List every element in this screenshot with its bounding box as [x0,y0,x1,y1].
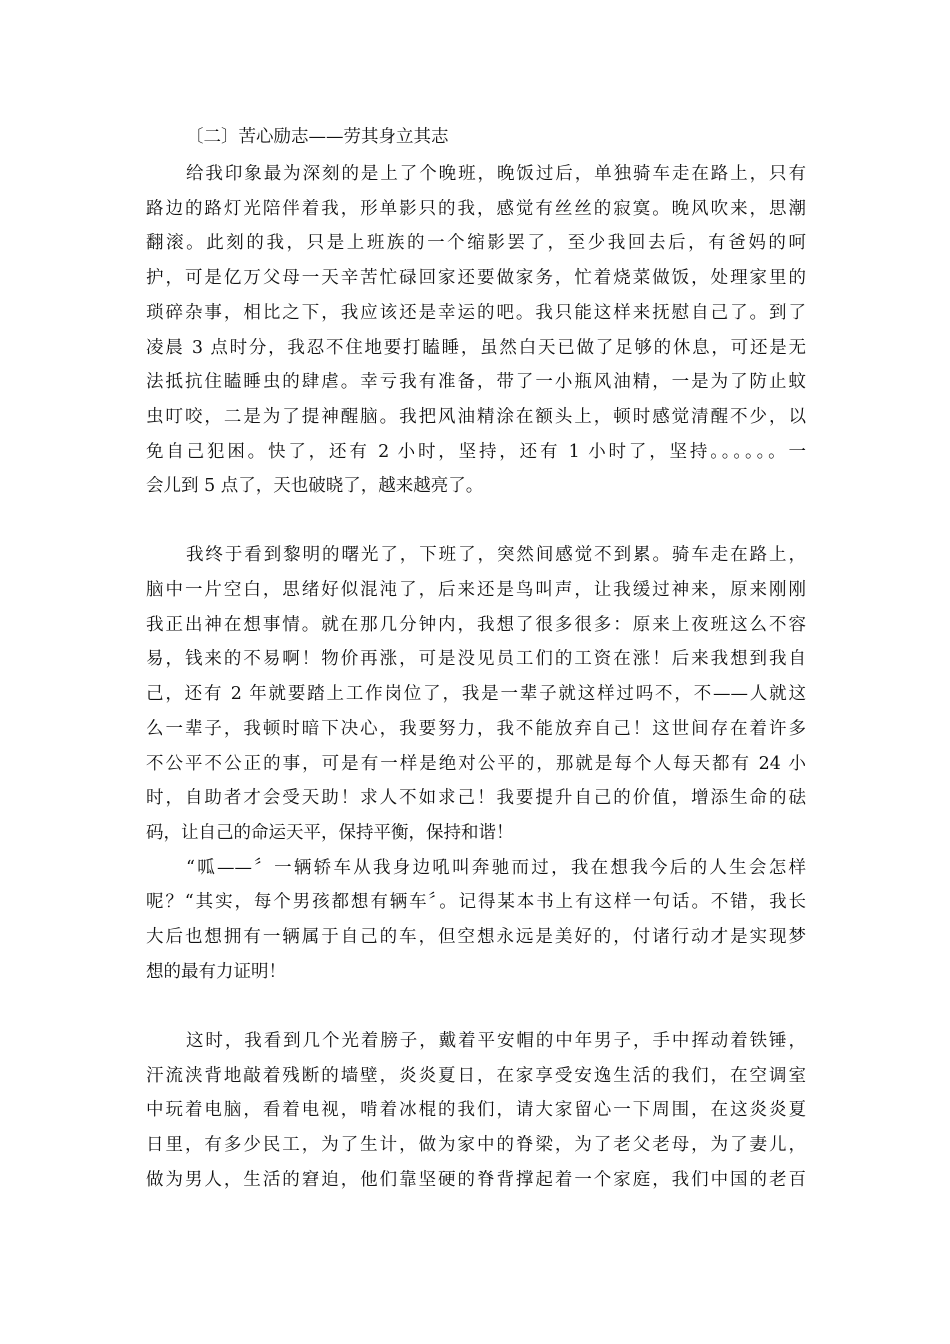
text-line: 己，还有 2 年就要踏上工作岗位了，我是一辈子就这样过吗不，不——人就这 [146,684,806,704]
text-line: 琐碎杂事，相比之下，我应该还是幸运的吧。我只能这样来抚慰自己了。到了 [146,303,806,323]
text-line: 我正出神在想事情。就在那几分钟内，我想了很多很多：原来上夜班这么不容 [146,615,806,635]
text-line: 护，可是亿万父母一天辛苦忙碌回家还要做家务，忙着烧菜做饭，处理家里的 [146,268,806,288]
text-line: 大后也想拥有一辆属于自己的车，但空想永远是美好的，付诸行动才是实现梦 [146,927,806,947]
text-line: 日里，有多少民工，为了生计，做为家中的脊梁，为了老父老母，为了妻儿， [146,1135,806,1155]
text-line: 易，钱来的不易啊！物价再涨，可是没见员工们的工资在涨！后来我想到我自 [146,649,806,669]
text-line: 呢？“其实，每个男孩都想有辆车〞。记得某本书上有这样一句话。不错，我长 [146,892,806,912]
text-line: 么一辈子，我顿时暗下决心，我要努力，我不能放弃自己！这世间存在着许多 [146,719,806,739]
text-line: “呱——〞一辆轿车从我身边吼叫奔驰而过，我在想我今后的人生会怎样 [186,858,806,878]
text-line: 中玩着电脑，看着电视，啃着冰棍的我们，请大家留心一下周围，在这炎炎夏 [146,1100,806,1120]
text-line: 时，自助者才会受天助！求人不如求己！我要提升自己的价值，增添生命的砝 [146,788,806,808]
text-line: 虫叮咬，二是为了提神醒脑。我把风油精涂在额头上，顿时感觉清醒不少，以 [146,407,806,427]
text-line: 凌晨 3 点时分，我忍不住地要打瞌睡，虽然白天已做了足够的休息，可还是无 [146,338,806,358]
text-line: 想的最有力证明！ [146,962,286,982]
text-line: 翻滚。此刻的我，只是上班族的一个缩影罢了，至少我回去后，有爸妈的呵 [146,233,806,253]
text-line: 做为男人，生活的窘迫，他们靠坚硬的脊背撑起着一个家庭，我们中国的老百 [146,1170,806,1190]
text-line: 会儿到 5 点了，天也破晓了，越来越亮了。 [146,476,484,496]
text-line: 脑中一片空白，思绪好似混沌了，后来还是鸟叫声，让我缓过神来，原来刚刚 [146,580,806,600]
text-line: 我终于看到黎明的曙光了，下班了，突然间感觉不到累。骑车走在路上， [186,545,806,565]
text-line: 码，让自己的命运天平，保持平衡，保持和谐！ [146,823,514,843]
text-line: 给我印象最为深刻的是上了个晚班，晚饭过后，单独骑车走在路上，只有 [186,164,806,184]
text-line: 这时，我看到几个光着膀子，戴着平安帽的中年男子，手中挥动着铁锤， [186,1031,806,1051]
text-line: 不公平不公正的事，可是有一样是绝对公平的，那就是每个人每天都有 24 小 [146,754,806,774]
section-heading: 〔二〕苦心励志——劳其身立其志 [186,127,449,147]
text-line: 路边的路灯光陪伴着我，形单影只的我，感觉有丝丝的寂寞。晚风吹来，思潮 [146,199,806,219]
text-line: 法抵抗住瞌睡虫的肆虐。幸亏我有准备，带了一小瓶风油精，一是为了防止蚊 [146,372,806,392]
text-line: 免自己犯困。快了，还有 2 小时，坚持，还有 1 小时了，坚持。。。。。。一 [146,442,806,462]
text-line: 汗流浃背地敲着残断的墙壁，炎炎夏日，在家享受安逸生活的我们，在空调室 [146,1066,806,1086]
